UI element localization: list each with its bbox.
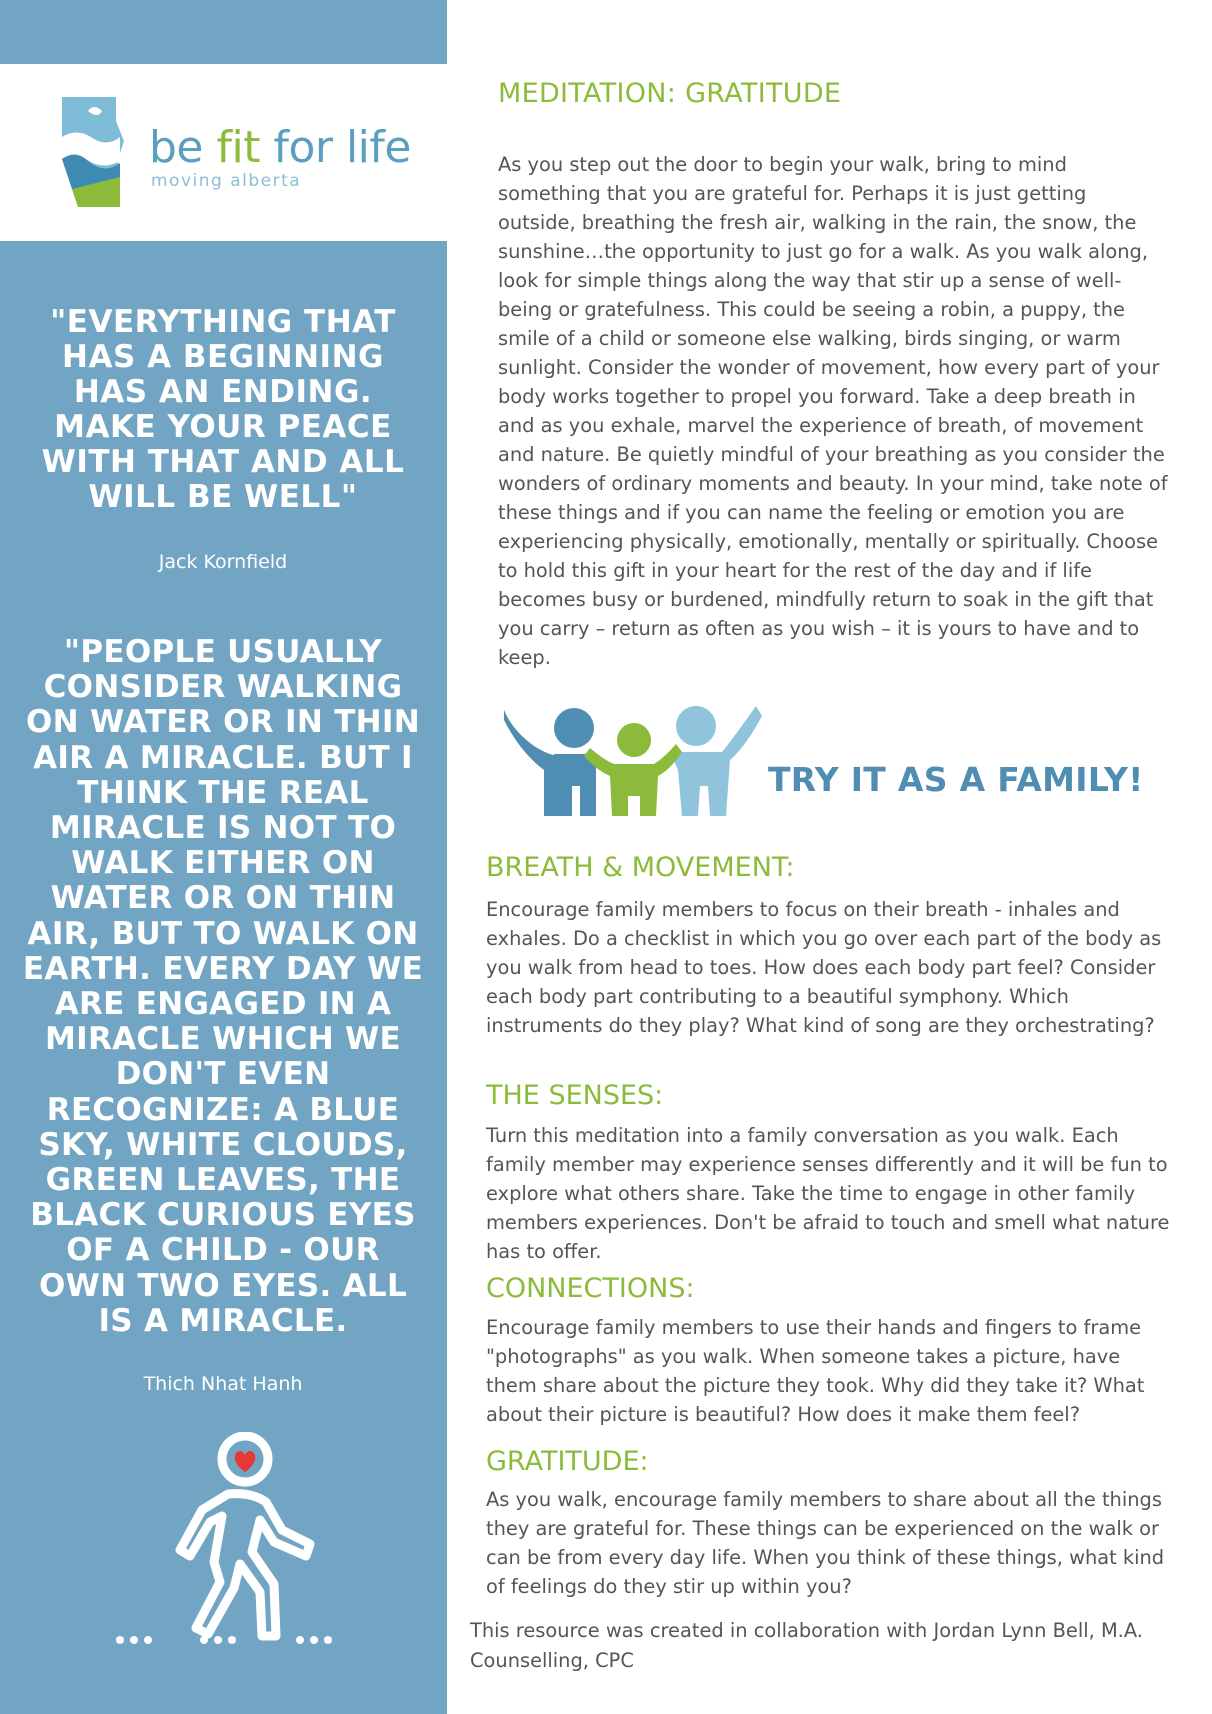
top-color-strip	[0, 0, 447, 64]
meditation-title: MEDITATION: GRATITUDE	[498, 78, 842, 109]
section-body-breath-movement: Encourage family members to focus on their breath - inhales and exhales. Do a checklist in which you go over each part of the body as you walk from head to toes. How does each body part feel? Consider each body part contributing to a beautiful symphony. Which instruments do they play? What kind of song are they orchestrating?	[486, 898, 1162, 1037]
logo-area	[0, 64, 447, 241]
quote-thich-nhat-hanh: "PEOPLE USUALLY CONSIDER WALKING ON WATER OR IN THIN AIR A MIRACLE. BUT I THINK THE REAL MIRACLE IS NOT TO WALK EITHER ON WATER OR ON THIN AIR, BUT TO WALK ON EARTH. EVERY DAY WE ARE ENGAGED IN A MIRACLE WHICH WE DON'T EVEN RECOGNIZE: A BLUE SKY, WHITE CLOUDS, GREEN LEAVES, THE BLACK CURIOUS EYES OF A CHILD - OUR OWN TWO EYES. ALL IS A MIRACLE.	[22, 634, 424, 1339]
section-title-gratitude: GRATITUDE:	[486, 1446, 649, 1477]
section-body-connections: Encourage family members to use their hands and fingers to frame "photographs" as you walk. When someone takes a picture, have them share about the picture they took. Why did they take it? What about their picture is beautiful? How does it make them feel?	[486, 1316, 1145, 1426]
brand-tagline: moving alberta	[151, 171, 302, 191]
quote-kornfield: "EVERYTHING THAT HAS A BEGINNING HAS AN ENDING. MAKE YOUR PEACE WITH THAT AND ALL WILL BE WELL"	[41, 304, 405, 515]
section-title-connections: CONNECTIONS:	[486, 1273, 695, 1304]
meditation-body: As you step out the door to begin your walk, bring to mind something that you are grateful for. Perhaps it is just getting outside, breathing the fresh air, walking in the rain, the snow, the sunshine…the opportunity to just go for a walk. As you walk along, look for simple things along the way that stir up a sense of well-being or gratefulness. This could be seeing a robin, a puppy, the smile of a child or someone else walking, birds singing, or warm sunlight. Consider the wonder of movement, how every part of your body works together to propel you forward. Take a deep breath in and as you exhale, marvel the experience of breath, of movement and nature. Be quietly mindful of your breathing as you consider the wonders of ordinary moments and beauty. In your mind, take note of these things and if you can name the feeling or emotion you are experiencing physically, emotionally, mentally or spiritually. Choose to hold this gift in your heart for the rest of the day and if life becomes busy or burdened, mindfully return to soak in the gift that you carry – return as often as you wish – it is yours to have and to keep.	[498, 153, 1168, 669]
brand-name: be fit for life	[149, 122, 411, 173]
section-title-breath-movement: BREATH & MOVEMENT:	[486, 852, 795, 883]
alberta-logo-icon	[58, 97, 124, 207]
section-title-senses: THE SENSES:	[486, 1080, 664, 1111]
left-sidebar	[0, 0, 447, 1714]
quote-author-thich-nhat-hanh: Thich Nhat Hanh	[143, 1373, 303, 1395]
section-body-gratitude: As you walk, encourage family members to share about all the things they are grateful for. These things can be experienced on the walk or can be from every day life. When you think of these things, what kind of feelings do they stir up within you?	[486, 1488, 1165, 1598]
family-group-icon	[500, 700, 762, 816]
family-title: TRY IT AS A FAMILY!	[768, 760, 1144, 799]
section-body-senses: Turn this meditation into a family conversation as you walk. Each family member may experience senses differently and it will be fun to explore what others share. Take the time to engage in other family members experiences. Don't be afraid to touch and smell what nature has to offer.	[486, 1124, 1170, 1263]
credit-line: This resource was created in collaboration with Jordan Lynn Bell, M.A. Counselling, CPC	[470, 1619, 1143, 1672]
quote-author-kornfield: Jack Kornfield	[158, 551, 288, 573]
walking-person-heart-icon	[110, 1432, 340, 1652]
